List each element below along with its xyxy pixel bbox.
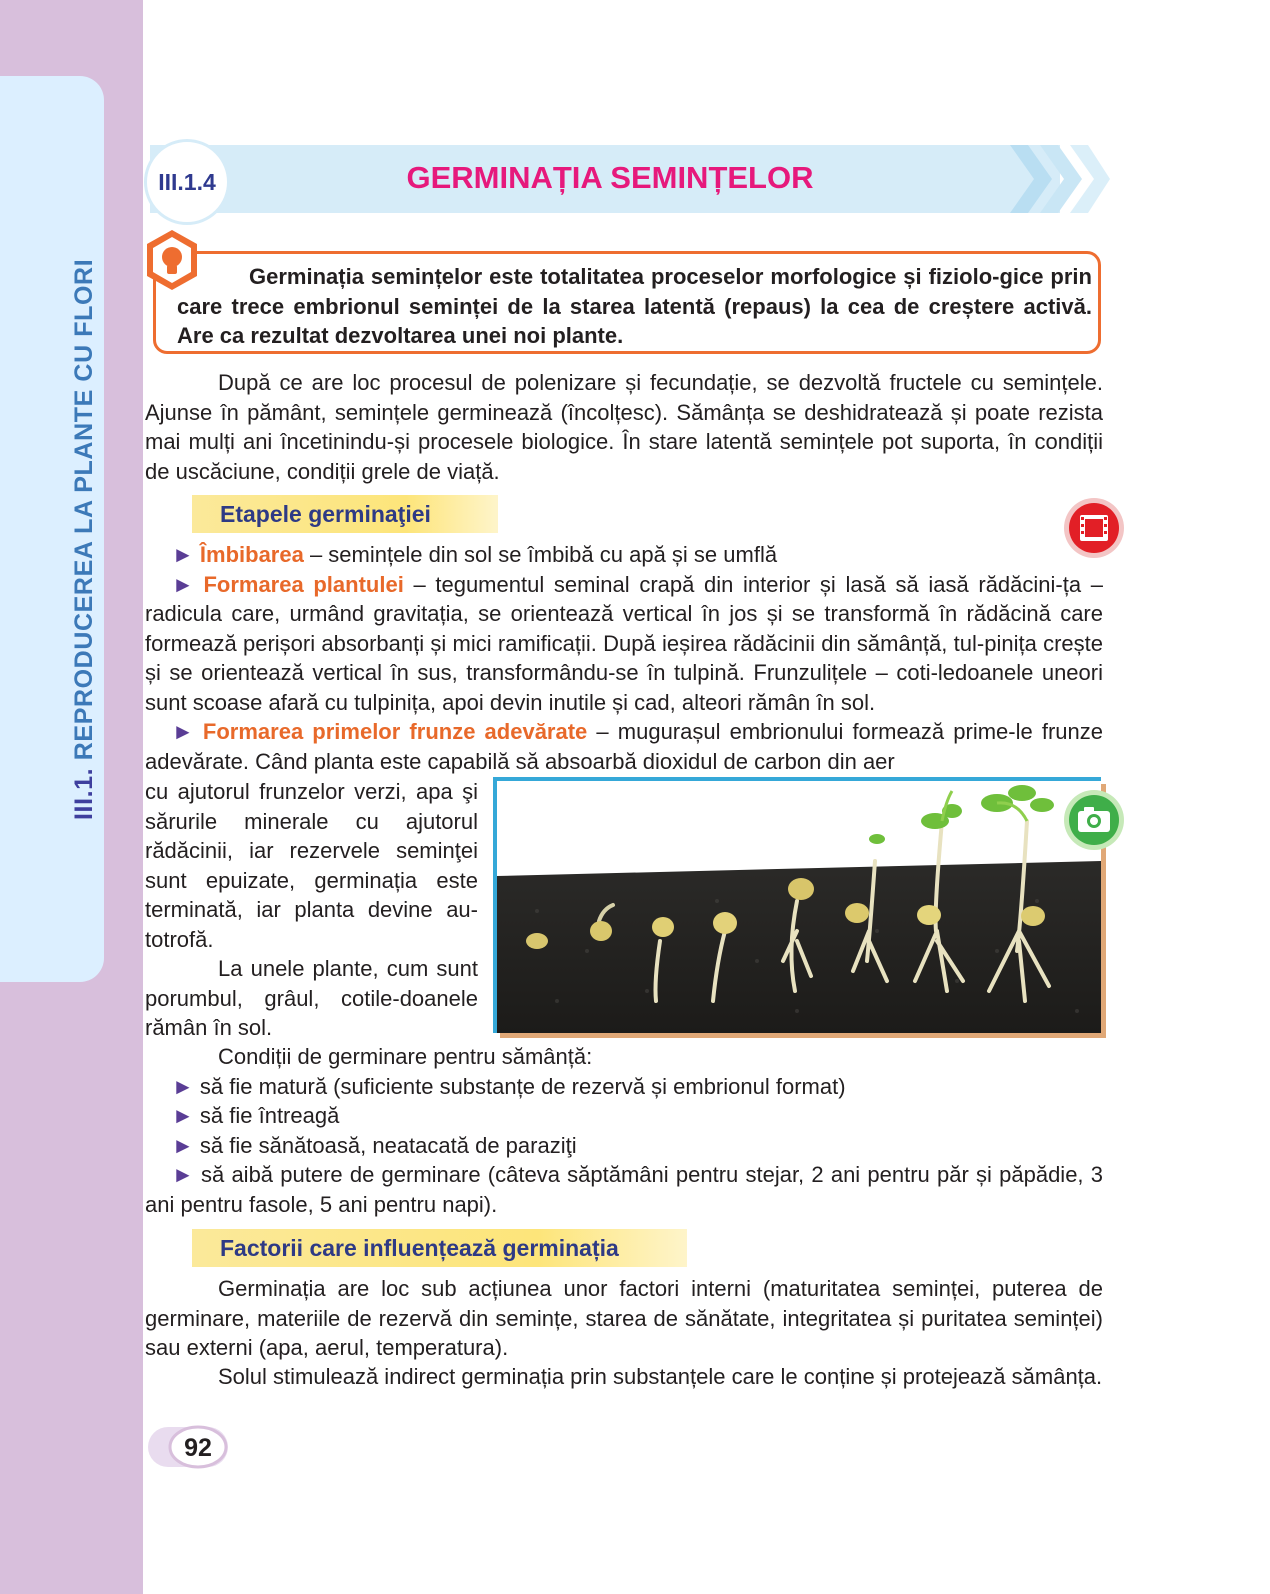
chevron-decoration-icon (1010, 140, 1110, 218)
stage-wrap-text: cu ajutorul frunzelor verzi, apa şi sărurile minerale cu ajutorul rădăcinii, iar rezervele seminţei sunt epuizate, germinația este terminată, iar planta devine au-totrofă. (145, 779, 478, 952)
intro-paragraph: După ce are loc procesul de polenizare și fecundație, se dezvoltă fructele cu semințele. Ajunse în pământ, semințele germinează (încolțesc). Sămânța se deshidratează și poate rezista mai mulți ani încetinindu-și procesele biologice. În stare latentă semințele pot suporta, în condiții de uscăciune, condiții grele de viață. (145, 370, 1103, 484)
camera-icon[interactable] (1063, 789, 1125, 851)
stage-description: – semințele din sol se îmbibă cu apă și se umflă (303, 542, 778, 567)
triangle-bullet-icon: ► (172, 719, 194, 744)
section-number-badge: III.1.4 (144, 139, 230, 225)
stage-description: – mugurașul embrionului formează prime-le frunze adevărate. Când planta este capabilă să absoarbă dioxidul de carbon din aer (145, 719, 1103, 774)
condition-item: ► să aibă putere de germinare (câteva săptămâni pentru stejar, 2 ani pentru păr și păpădie, 3 ani pentru fasole, 5 ani pentru napi). (145, 1162, 1103, 1217)
triangle-bullet-icon: ► (172, 1162, 194, 1187)
condition-item: ► să fie sănătoasă, neatacată de paraziţi (172, 1132, 577, 1158)
stage-wrap-text-2: La unele plante, cum sunt porumbul, grâul, cotile-doanele rămân în sol. (145, 956, 478, 1040)
triangle-bullet-icon: ► (172, 1132, 194, 1158)
factors-paragraph-2: Solul stimulează indirect germinația prin substanțele care le conține și protejează sămânța. (218, 1364, 1103, 1389)
stage-term: Formarea plantulei (203, 571, 404, 597)
condition-item: ► să fie întreagă (172, 1103, 340, 1128)
stage-item (145, 570, 1103, 718)
germination-photo (493, 777, 1101, 1033)
page-title: GERMINAȚIA SEMINȚELOR (406, 160, 814, 195)
triangle-bullet-icon: ► (172, 542, 194, 567)
factors-paragraph-1: Germinația are loc sub acțiunea unor factori interni (maturitatea seminței, puterea de germinare, materiile de rezervă din semințe, starea de sănătate, integritatea și puritatea seminței) sau externi (apa, aerul, temperatura). (145, 1276, 1103, 1360)
stage-term: Formarea primelor frunze adevărate (202, 719, 588, 744)
chapter-title: REPRODUCEREA LA PLANTE CU FLORI (70, 258, 98, 761)
stage-description: – tegumentul seminal crapă din interior și lasă să iasă rădăcini-ța – radicula care, urmând gravitația, se orientează vertical în jos și se transformă în rădăcină care formează perișori absorbanți și mici ramificații. După ieșirea rădăcinii din sămânță, tul-pinița crește și se orientează vertical în sus, transformându-se în tulpină. Frunzulițele – coti-ledoanele uneori sunt scoase afară cu tulpinița, apoi devin inutile și cad, alteori rămân în sol. (145, 571, 1103, 715)
page-number: 92 (184, 1434, 212, 1462)
stage-item (145, 540, 1103, 570)
triangle-bullet-icon: ► (172, 1103, 194, 1128)
conditions-intro: Condiții de germinare pentru sămânță: (218, 1044, 593, 1069)
condition-item: ► să fie matură (suficiente substanțe de rezervă și embrionul format) (172, 1073, 846, 1099)
seedling-stages-image (497, 781, 1101, 1033)
stages-heading: Etapele germinaţiei (192, 495, 498, 533)
triangle-bullet-icon: ► (172, 1073, 194, 1099)
triangle-bullet-icon: ► (172, 571, 194, 597)
definition-text: Germinația semințelor este totalitatea proceselor morfologice și fiziolo-gice prin care trece embrionul seminței de la starea latentă (repaus) la cea de creștere activă. Are ca rezultat dezvoltarea unei noi plante. (177, 264, 1092, 348)
factors-heading: Factorii care influențează germinația (192, 1229, 687, 1267)
stage-item (145, 717, 1103, 776)
stage-term: Îmbibarea (199, 542, 304, 567)
chapter-code: III.1. (70, 767, 98, 820)
sidebar-chapter-label (70, 259, 99, 820)
